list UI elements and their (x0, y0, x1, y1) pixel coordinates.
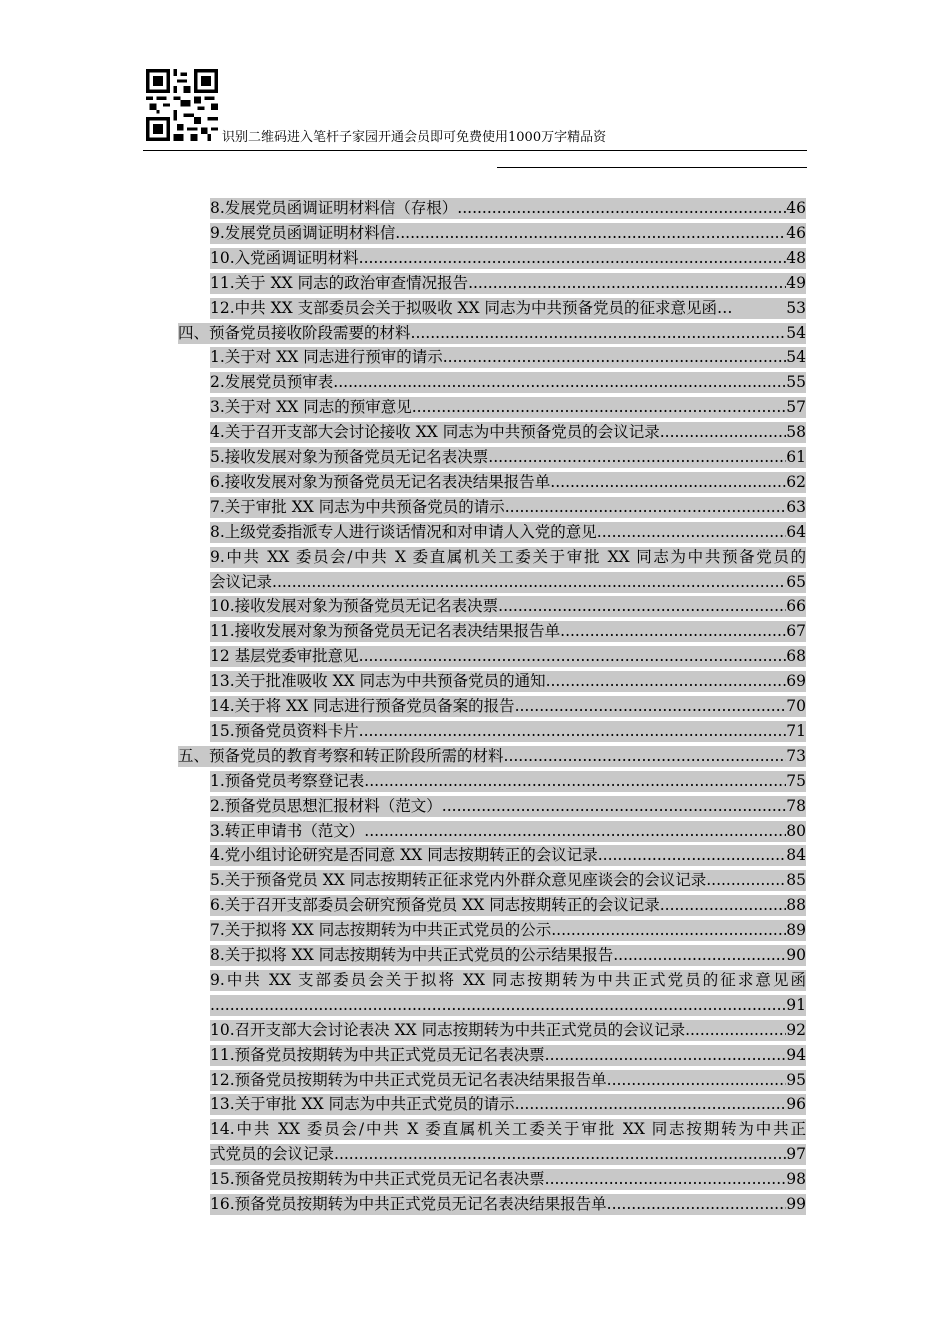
toc-entry[interactable] (210, 248, 806, 269)
toc-entry-title: 3.转正申请书（范文） (210, 821, 365, 840)
toc-entry-title: 2.预备党员思想汇报材料（范文） (210, 796, 442, 815)
toc-entry-title: 5.关于预备党员 XX 同志按期转正征求党内外群众意见座谈会的会议记录 (210, 871, 707, 890)
toc-entry-title: 五、预备党员的教育考察和转正阶段所需的材料 (178, 746, 504, 765)
qr-code-image (146, 69, 218, 141)
toc-leader-dots (504, 746, 787, 767)
toc-entry-title: 3.关于对 XX 同志的预审意见 (210, 398, 412, 417)
toc-page-number: 67 (786, 622, 806, 641)
toc-leader-dots (560, 621, 786, 642)
toc-page-number: 71 (786, 721, 806, 740)
toc-entry[interactable] (210, 895, 806, 916)
toc-leader-dots (359, 646, 787, 667)
toc-entry[interactable] (210, 596, 806, 617)
toc-page-number: 49 (786, 273, 806, 292)
toc-entry[interactable] (210, 298, 806, 319)
toc-leader-dots (442, 796, 786, 817)
toc-entry[interactable] (210, 1169, 806, 1190)
toc-entry-title: 9.中共 XX 支部委员会关于拟将 XX 同志按期转为中共正式党员的征求意见函 (210, 970, 806, 989)
toc-entry-title: 11.接收发展对象为预备党员无记名表决结果报告单 (210, 622, 561, 641)
toc-leader-dots (505, 497, 787, 518)
toc-page-number: 69 (786, 672, 806, 691)
toc-page-number: 62 (786, 472, 806, 491)
toc-page-number: 84 (786, 846, 806, 865)
toc-page-number: 98 (786, 1170, 806, 1189)
toc-entry-title: 12 基层党委审批意见 (210, 647, 359, 666)
toc-entry[interactable] (210, 372, 806, 393)
toc-entry[interactable] (210, 920, 806, 941)
toc-entry-title: 式党员的会议记录 (210, 1145, 335, 1164)
toc-entry-title: 14.关于将 XX 同志进行预备党员备案的报告 (210, 697, 515, 715)
toc-page-number: 68 (786, 647, 806, 666)
toc-entry[interactable] (210, 621, 806, 642)
toc-page-number: 85 (786, 871, 806, 890)
toc-entry-title: 8.上级党委指派专人进行谈话情况和对申请人入党的意见 (210, 522, 597, 541)
toc-leader-dots (660, 895, 787, 916)
toc-page-number: 96 (786, 1095, 806, 1114)
toc-entry-title: 8.发展党员函调证明材料信（存根） (210, 199, 458, 217)
toc-entry-title: 11.预备党员按期转为中共正式党员无记名表决票 (210, 1045, 545, 1064)
toc-entry-title: 13.关于审批 XX 同志为中共正式党员的请示 (210, 1095, 515, 1114)
toc-leader-dots (607, 1194, 787, 1215)
toc-leader-dots (660, 422, 787, 443)
toc-entry-title: 7.关于拟将 XX 同志按期转为中共正式党员的公示 (210, 921, 552, 940)
toc-entry[interactable] (210, 347, 806, 368)
toc-entry[interactable] (210, 771, 806, 792)
toc-page-number: 73 (786, 746, 806, 765)
toc-leader-dots (597, 522, 786, 543)
toc-entry-title: 7.关于审批 XX 同志为中共预备党员的请示 (210, 497, 505, 516)
toc-entry-title: 4.关于召开支部大会讨论接收 XX 同志为中共预备党员的会议记录 (210, 423, 660, 442)
toc-page-number: 92 (786, 1020, 806, 1039)
toc-entry[interactable] (210, 522, 806, 543)
toc-entry-title: 15.预备党员资料卡片 (210, 721, 359, 740)
toc-entry-title: 6.接收发展对象为预备党员无记名表决结果报告单 (210, 472, 551, 491)
toc-page-number: 97 (786, 1145, 806, 1164)
toc-entry[interactable] (210, 547, 806, 568)
toc-leader-dots (550, 472, 786, 493)
toc-leader-dots (685, 1020, 786, 1041)
toc-leader-dots (545, 1045, 787, 1066)
toc-leader-dots (468, 273, 786, 294)
toc-page-number: 65 (786, 572, 806, 591)
toc-leader-dots (488, 447, 786, 468)
toc-page-number: 99 (786, 1195, 806, 1213)
toc-page-number: 46 (786, 199, 806, 217)
toc-entry[interactable] (210, 447, 806, 468)
toc-section-entry[interactable] (178, 323, 806, 344)
toc-leader-dots (333, 372, 786, 393)
toc-page-number: 46 (786, 223, 806, 242)
toc-entry-title: 4.党小组讨论研究是否同意 XX 同志按期转正的会议记录 (210, 846, 598, 865)
toc-leader-dots (706, 870, 786, 891)
toc-leader-dots (546, 671, 787, 692)
toc-leader-dots (498, 596, 786, 617)
toc-leader-dots (364, 821, 786, 842)
toc-entry[interactable] (210, 671, 806, 692)
toc-page-number: 55 (786, 373, 806, 392)
toc-entry[interactable] (210, 821, 806, 842)
toc-entry[interactable] (210, 796, 806, 817)
toc-page-number: 94 (786, 1045, 806, 1064)
toc-leader-dots (359, 248, 787, 269)
header-rule-secondary (497, 167, 807, 168)
toc-entry[interactable] (210, 845, 806, 866)
toc-entry-title: 6.关于召开支部委员会研究预备党员 XX 同志按期转正的会议记录 (210, 896, 660, 915)
toc-leader-dots (359, 721, 787, 742)
toc-page-number: 80 (786, 821, 806, 840)
toc-page-number: 66 (786, 597, 806, 616)
toc-section-entry[interactable] (178, 746, 806, 767)
toc-page-number: 58 (786, 423, 806, 442)
toc-leader-dots (395, 223, 786, 244)
toc-entry-title: 15.预备党员按期转为中共正式党员无记名表决票 (210, 1170, 545, 1189)
toc-page-number: 64 (786, 522, 806, 541)
toc-entry[interactable] (210, 646, 806, 667)
toc-entry[interactable] (210, 223, 806, 244)
toc-entry[interactable] (210, 422, 806, 443)
toc-entry[interactable] (210, 1194, 806, 1215)
toc-entry[interactable] (210, 472, 806, 493)
toc-entry-title: 12.中共 XX 支部委员会关于拟吸收 XX 同志为中共预备党员的征求意见函… (210, 298, 786, 319)
toc-page-number: 48 (786, 248, 806, 267)
toc-page-number: 70 (786, 697, 806, 715)
toc-page-number: 53 (786, 298, 806, 317)
toc-entry-title: 9.发展党员函调证明材料信 (210, 223, 396, 242)
toc-entry-title: 16.预备党员按期转为中共正式党员无记名表决结果报告单 (210, 1195, 607, 1213)
toc-entry[interactable] (210, 397, 806, 418)
toc-page-number: 54 (786, 348, 806, 367)
toc-entry[interactable] (210, 945, 806, 966)
toc-leader-dots (443, 347, 787, 368)
toc-entry-title: 1.预备党员考察登记表 (210, 771, 365, 790)
toc-entry-title: 14.中共 XX 委员会/中共 X 委直属机关工委关于审批 XX 同志按期转为中共正 (210, 1120, 806, 1139)
toc-entry-title: 13.关于批准吸收 XX 同志为中共预备党员的通知 (210, 672, 546, 691)
toc-leader-dots (545, 1169, 787, 1190)
toc-page-number: 75 (786, 771, 806, 790)
toc-entry-title: 12.预备党员按期转为中共正式党员无记名表决结果报告单 (210, 1070, 607, 1089)
header-text: 识别二维码进入笔杆子家园开通会员即可免费使用1000万字精品资 (222, 130, 607, 145)
header-rule (143, 150, 807, 151)
toc-entry[interactable] (210, 970, 806, 991)
toc-entry-title: 8.关于拟将 XX 同志按期转为中共正式党员的公示结果报告 (210, 946, 614, 964)
toc-page-number: 61 (786, 448, 806, 466)
toc-page-number: 89 (786, 921, 806, 940)
toc-entry-title: 四、预备党员接收阶段需要的材料 (178, 323, 411, 342)
toc-entry-title: 10.接收发展对象为预备党员无记名表决票 (210, 597, 499, 616)
toc-page-number: 54 (786, 323, 806, 342)
toc-leader-dots (411, 323, 787, 344)
toc-leader-dots (607, 1070, 787, 1091)
toc-entry[interactable] (210, 1070, 806, 1091)
toc-page-number: 91 (786, 995, 806, 1014)
toc-entry-title: 会议记录 (210, 572, 273, 591)
toc-leader-dots (551, 920, 786, 941)
toc-entry[interactable] (210, 1119, 806, 1140)
toc-entry-title: 11.关于 XX 同志的政治审查情况报告 (210, 273, 469, 292)
toc-page-number: 95 (786, 1070, 806, 1089)
toc-entry[interactable] (210, 273, 806, 294)
toc-leader-dots (364, 771, 786, 792)
toc-leader-dots (457, 198, 786, 219)
toc-leader-dots (598, 845, 787, 866)
toc-page-number: 57 (786, 398, 806, 417)
toc-entry[interactable] (210, 995, 806, 1016)
toc-entry-title: 5.接收发展对象为预备党员无记名表决票 (210, 448, 489, 466)
toc-page-number: 78 (786, 796, 806, 815)
toc-entry[interactable] (210, 572, 806, 593)
toc-page-number: 90 (786, 946, 806, 964)
toc-entry[interactable] (210, 1144, 806, 1165)
toc-entry[interactable] (210, 1020, 806, 1041)
toc-leader-dots (210, 995, 786, 1016)
toc-entry[interactable] (210, 870, 806, 891)
toc-leader-dots (613, 945, 786, 966)
toc-leader-dots (515, 696, 787, 717)
toc-page-number: 63 (786, 497, 806, 516)
toc-entry-title: 10.入党函调证明材料 (210, 248, 359, 267)
toc-entry-title: 9.中共 XX 委员会/中共 X 委直属机关工委关于审批 XX 同志为中共预备党员的 (210, 547, 806, 566)
toc-entry[interactable] (210, 696, 806, 717)
toc-page-number: 88 (786, 896, 806, 915)
toc-entry[interactable] (210, 721, 806, 742)
toc-entry[interactable] (210, 497, 806, 518)
toc-entry[interactable] (210, 1094, 806, 1115)
toc-entry[interactable] (210, 198, 806, 219)
toc-entry-title: 2.发展党员预审表 (210, 373, 334, 392)
toc-entry-title: 1.关于对 XX 同志进行预审的请示 (210, 348, 443, 367)
toc-leader-dots (272, 572, 786, 593)
toc-entry[interactable] (210, 1045, 806, 1066)
toc-leader-dots (515, 1094, 787, 1115)
toc-leader-dots (334, 1144, 786, 1165)
toc-leader-dots (412, 397, 787, 418)
toc-entry-title: 10.召开支部大会讨论表决 XX 同志按期转为中共正式党员的会议记录 (210, 1020, 686, 1039)
